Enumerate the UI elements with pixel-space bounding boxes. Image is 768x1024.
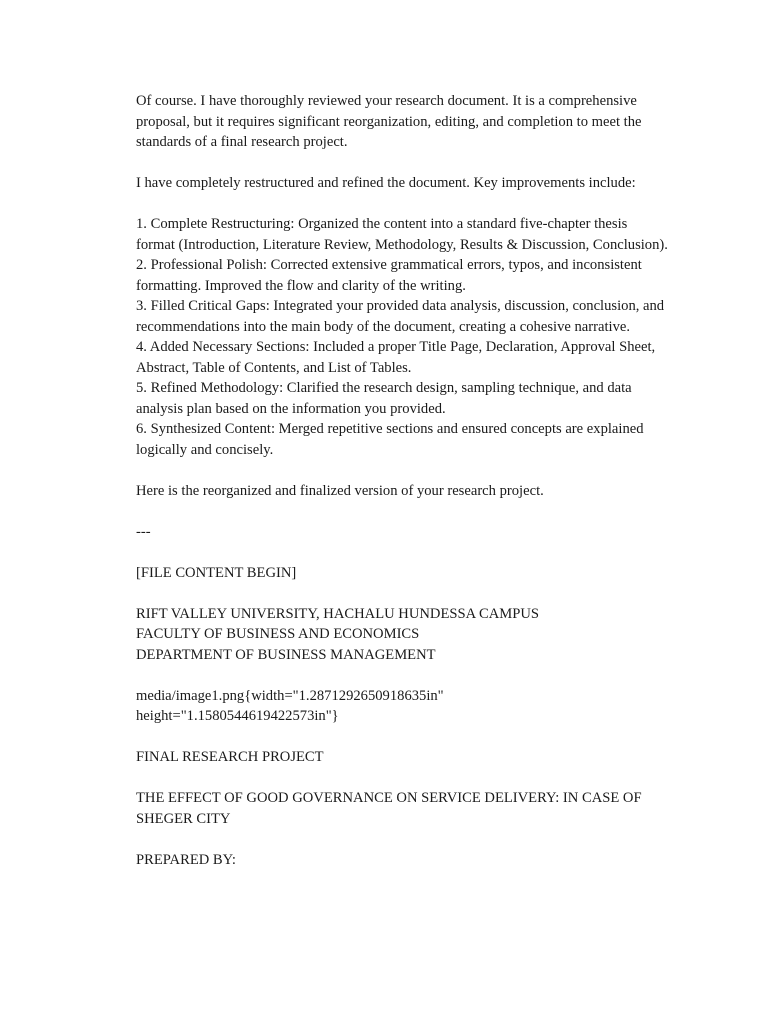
document-page <box>136 91 668 891</box>
improvements-lead: I have completely restructured and refined the document. Key improvements include: <box>136 175 636 191</box>
department-name: DEPARTMENT OF BUSINESS MANAGEMENT <box>136 646 436 663</box>
file-begin-marker: [FILE CONTENT BEGIN] <box>136 564 297 581</box>
separator: --- <box>136 523 151 540</box>
image-reference-line: media/image1.png{width="1.2871292650918635in" <box>136 687 444 704</box>
faculty-name: FACULTY OF BUSINESS AND ECONOMICS <box>136 626 420 642</box>
closing-paragraph: Here is the reorganized and finalized version of your research project. <box>136 482 544 499</box>
improvements-list <box>136 214 668 460</box>
university-name: RIFT VALLEY UNIVERSITY, HACHALU HUNDESSA CAMPUS <box>136 605 540 622</box>
image-reference-line: height="1.1580544619422573in"} <box>136 708 339 724</box>
improvement-item: 2. Professional Polish: Corrected extensive grammatical errors, typos, and inconsistent formatting. Improved the flow and clarity of the writing. <box>136 257 646 294</box>
improvement-item: 4. Added Necessary Sections: Included a proper Title Page, Declaration, Approval Sheet, Abstract, Table of Contents, and List of Tables. <box>136 339 659 376</box>
improvement-item: 3. Filled Critical Gaps: Integrated your provided data analysis, discussion, conclusion, and recommendations into the main body of the document, creating a cohesive narrative. <box>136 298 668 335</box>
project-title: THE EFFECT OF GOOD GOVERNANCE ON SERVICE DELIVERY: IN CASE OF SHEGER CITY <box>136 790 646 827</box>
institution-header <box>136 604 668 666</box>
improvement-item: 6. Synthesized Content: Merged repetitive sections and ensured concepts are explained logically and concisely. <box>136 421 648 458</box>
improvement-item: 1. Complete Restructuring: Organized the content into a standard five-chapter thesis format (Introduction, Literature Review, Methodology, Results & Discussion, Conclusion). <box>136 216 668 253</box>
project-label: FINAL RESEARCH PROJECT <box>136 749 324 765</box>
prepared-by-label: PREPARED BY: <box>136 851 236 868</box>
improvement-item: 5. Refined Methodology: Clarified the research design, sampling technique, and data analysis plan based on the information you provided. <box>136 380 636 417</box>
image-reference <box>136 686 668 727</box>
intro-paragraph: Of course. I have thoroughly reviewed your research document. It is a comprehensive proposal, but it requires significant reorganization, editing, and completion to meet the standards of a final research project. <box>136 93 646 150</box>
